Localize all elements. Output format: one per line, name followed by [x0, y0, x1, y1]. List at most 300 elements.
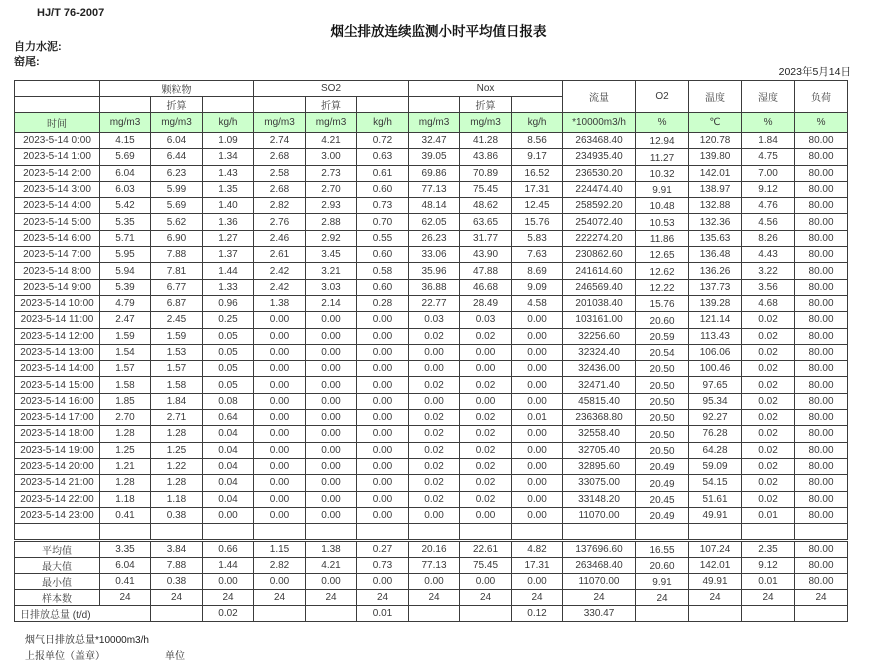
value-cell: 0.02 — [409, 475, 460, 491]
table-row — [15, 279, 848, 295]
value-cell: 0.02 — [460, 491, 512, 507]
value-cell: 32558.40 — [563, 426, 636, 442]
table-row — [15, 361, 848, 377]
value-cell: 63.65 — [460, 214, 512, 230]
value-cell: 103161.00 — [563, 312, 636, 328]
value-cell: 254072.40 — [563, 214, 636, 230]
monitoring-point: 窑尾: — [14, 56, 40, 68]
value-cell: 32.47 — [409, 133, 460, 149]
value-cell: 0.02 — [460, 475, 512, 491]
value-cell: 234935.40 — [563, 149, 636, 165]
time-cell: 2023-5-14 21:00 — [15, 475, 100, 491]
value-cell: 45815.40 — [563, 393, 636, 409]
value-cell: 0.03 — [460, 312, 512, 328]
value-cell: 2.68 — [254, 181, 306, 197]
value-cell: 0.61 — [357, 165, 409, 181]
value-cell: 0.08 — [203, 393, 254, 409]
value-cell: 1.57 — [100, 361, 151, 377]
report-title: 烟尘排放连续监测小时平均值日报表 — [330, 24, 547, 39]
value-cell: 0.05 — [203, 328, 254, 344]
value-cell: 1.40 — [203, 198, 254, 214]
value-cell: 1.85 — [100, 393, 151, 409]
value-cell: 39.05 — [409, 149, 460, 165]
value-cell: 139.80 — [689, 149, 742, 165]
daily-total-value-cell — [689, 606, 742, 622]
company-name: 自力水泥: — [14, 41, 62, 53]
flue-gas-total-note: 烟气日排放总量*10000m3/h — [25, 635, 149, 646]
header-o2: O2 — [636, 81, 689, 113]
value-cell: 0.05 — [203, 377, 254, 393]
value-cell: 241614.60 — [563, 263, 636, 279]
value-cell: 80.00 — [795, 377, 848, 393]
blank-cell — [357, 524, 409, 540]
value-cell: 0.00 — [254, 442, 306, 458]
unit-cell: % — [795, 113, 848, 133]
value-cell: 0.64 — [203, 410, 254, 426]
value-cell: 1.25 — [100, 442, 151, 458]
value-cell: 0.02 — [742, 491, 795, 507]
value-cell: 7.00 — [742, 165, 795, 181]
value-cell: 0.00 — [306, 393, 357, 409]
summary-value-cell: 0.66 — [203, 542, 254, 558]
value-cell: 4.76 — [742, 198, 795, 214]
unit-cell: mg/m3 — [100, 113, 151, 133]
value-cell: 0.00 — [254, 393, 306, 409]
value-cell: 4.21 — [306, 133, 357, 149]
summary-value-cell: 107.24 — [689, 542, 742, 558]
table-row — [15, 344, 848, 360]
value-cell: 12.94 — [636, 133, 689, 149]
value-cell: 5.71 — [100, 230, 151, 246]
value-cell: 80.00 — [795, 149, 848, 165]
summary-value-cell: 9.91 — [636, 574, 689, 590]
value-cell: 0.00 — [357, 426, 409, 442]
daily-total-value-cell: 330.47 — [563, 606, 636, 622]
summary-label: 最小值 — [15, 574, 100, 590]
table-row — [15, 263, 848, 279]
value-cell: 80.00 — [795, 247, 848, 263]
summary-value-cell: 20.60 — [636, 558, 689, 574]
value-cell: 7.81 — [151, 263, 203, 279]
value-cell: 0.03 — [409, 312, 460, 328]
value-cell: 77.13 — [409, 181, 460, 197]
value-cell: 0.25 — [203, 312, 254, 328]
time-cell: 2023-5-14 18:00 — [15, 426, 100, 442]
value-cell: 5.35 — [100, 214, 151, 230]
value-cell: 6.04 — [151, 133, 203, 149]
value-cell: 1.33 — [203, 279, 254, 295]
value-cell: 12.45 — [512, 198, 563, 214]
value-cell: 31.77 — [460, 230, 512, 246]
value-cell: 3.56 — [742, 279, 795, 295]
value-cell: 0.63 — [357, 149, 409, 165]
value-cell: 32256.60 — [563, 328, 636, 344]
value-cell: 10.32 — [636, 165, 689, 181]
value-cell: 0.02 — [742, 442, 795, 458]
value-cell: 8.26 — [742, 230, 795, 246]
value-cell: 0.02 — [460, 426, 512, 442]
blank-cell — [254, 524, 306, 540]
summary-value-cell: 4.82 — [512, 542, 563, 558]
value-cell: 80.00 — [795, 344, 848, 360]
table-row — [15, 230, 848, 246]
value-cell: 11070.00 — [563, 507, 636, 523]
table-row — [15, 198, 848, 214]
summary-label: 样本数 — [15, 590, 100, 606]
header-units-row — [15, 113, 848, 133]
blank-cell — [151, 524, 203, 540]
value-cell: 1.28 — [151, 475, 203, 491]
value-cell: 16.52 — [512, 165, 563, 181]
time-cell: 2023-5-14 13:00 — [15, 344, 100, 360]
header-blank-cell — [100, 97, 151, 113]
value-cell: 2.82 — [254, 198, 306, 214]
value-cell: 80.00 — [795, 312, 848, 328]
summary-value-cell: 0.00 — [203, 574, 254, 590]
summary-value-cell: 77.13 — [409, 558, 460, 574]
value-cell: 80.00 — [795, 393, 848, 409]
value-cell: 6.04 — [100, 165, 151, 181]
value-cell: 236368.80 — [563, 410, 636, 426]
value-cell: 20.50 — [636, 361, 689, 377]
daily-total-value-cell — [151, 606, 203, 622]
value-cell: 1.36 — [203, 214, 254, 230]
value-cell: 0.02 — [409, 491, 460, 507]
value-cell: 33.06 — [409, 247, 460, 263]
daily-total-value-cell — [742, 606, 795, 622]
value-cell: 11.86 — [636, 230, 689, 246]
value-cell: 6.44 — [151, 149, 203, 165]
value-cell: 0.38 — [151, 507, 203, 523]
value-cell: 0.00 — [254, 458, 306, 474]
unit-cell: mg/m3 — [306, 113, 357, 133]
summary-label: 平均值 — [15, 542, 100, 558]
daily-total-value-cell — [795, 606, 848, 622]
summary-value-cell: 17.31 — [512, 558, 563, 574]
value-cell: 0.02 — [409, 426, 460, 442]
value-cell: 5.39 — [100, 279, 151, 295]
value-cell: 0.02 — [742, 361, 795, 377]
summary-value-cell: 24 — [357, 590, 409, 606]
value-cell: 12.62 — [636, 263, 689, 279]
value-cell: 106.06 — [689, 344, 742, 360]
time-cell: 2023-5-14 4:00 — [15, 198, 100, 214]
value-cell: 2.42 — [254, 263, 306, 279]
value-cell: 4.68 — [742, 295, 795, 311]
value-cell: 0.00 — [254, 410, 306, 426]
header-blank-cell — [357, 97, 409, 113]
value-cell: 0.00 — [512, 442, 563, 458]
summary-row — [15, 558, 848, 574]
value-cell: 0.02 — [742, 377, 795, 393]
value-cell: 6.03 — [100, 181, 151, 197]
value-cell: 75.45 — [460, 181, 512, 197]
blank-cell — [563, 524, 636, 540]
value-cell: 263468.40 — [563, 133, 636, 149]
blank-cell — [15, 524, 100, 540]
blank-cell — [306, 524, 357, 540]
summary-value-cell: 0.00 — [460, 574, 512, 590]
table-row — [15, 165, 848, 181]
blank-cell — [742, 524, 795, 540]
time-cell: 2023-5-14 23:00 — [15, 507, 100, 523]
header-so2-converted: 折算 — [306, 97, 357, 113]
value-cell: 121.14 — [689, 312, 742, 328]
value-cell: 0.00 — [460, 507, 512, 523]
value-cell: 12.22 — [636, 279, 689, 295]
value-cell: 20.50 — [636, 426, 689, 442]
value-cell: 0.00 — [254, 361, 306, 377]
value-cell: 0.00 — [512, 393, 563, 409]
value-cell: 2.46 — [254, 230, 306, 246]
value-cell: 0.00 — [254, 344, 306, 360]
value-cell: 0.00 — [306, 312, 357, 328]
table-row — [15, 377, 848, 393]
value-cell: 20.49 — [636, 475, 689, 491]
value-cell: 0.02 — [409, 458, 460, 474]
value-cell: 2.14 — [306, 295, 357, 311]
daily-total-row — [15, 606, 848, 622]
summary-value-cell: 137696.60 — [563, 542, 636, 558]
value-cell: 2.68 — [254, 149, 306, 165]
value-cell: 1.57 — [151, 361, 203, 377]
value-cell: 5.62 — [151, 214, 203, 230]
value-cell: 0.04 — [203, 475, 254, 491]
value-cell: 1.59 — [100, 328, 151, 344]
value-cell: 2.88 — [306, 214, 357, 230]
value-cell: 2.71 — [151, 410, 203, 426]
value-cell: 139.28 — [689, 295, 742, 311]
table-row — [15, 295, 848, 311]
value-cell: 0.28 — [357, 295, 409, 311]
value-cell: 0.04 — [203, 426, 254, 442]
summary-row — [15, 542, 848, 558]
value-cell: 20.50 — [636, 393, 689, 409]
value-cell: 1.43 — [203, 165, 254, 181]
summary-value-cell: 80.00 — [795, 542, 848, 558]
blank-cell — [689, 524, 742, 540]
value-cell: 10.48 — [636, 198, 689, 214]
summary-value-cell: 24 — [689, 590, 742, 606]
value-cell: 113.43 — [689, 328, 742, 344]
time-cell: 2023-5-14 9:00 — [15, 279, 100, 295]
value-cell: 0.00 — [254, 507, 306, 523]
value-cell: 1.18 — [100, 491, 151, 507]
value-cell: 137.73 — [689, 279, 742, 295]
value-cell: 0.00 — [409, 361, 460, 377]
value-cell: 80.00 — [795, 181, 848, 197]
value-cell: 7.88 — [151, 247, 203, 263]
value-cell: 0.02 — [742, 410, 795, 426]
value-cell: 0.02 — [742, 312, 795, 328]
value-cell: 0.00 — [357, 475, 409, 491]
unit-cell: *10000m3/h — [563, 113, 636, 133]
value-cell: 0.02 — [409, 442, 460, 458]
summary-value-cell: 24 — [254, 590, 306, 606]
blank-cell — [203, 524, 254, 540]
value-cell: 5.94 — [100, 263, 151, 279]
value-cell: 1.28 — [100, 426, 151, 442]
value-cell: 28.49 — [460, 295, 512, 311]
value-cell: 5.69 — [100, 149, 151, 165]
table-row — [15, 312, 848, 328]
summary-value-cell: 3.84 — [151, 542, 203, 558]
value-cell: 0.60 — [357, 181, 409, 197]
value-cell: 0.02 — [460, 410, 512, 426]
value-cell: 2.42 — [254, 279, 306, 295]
value-cell: 0.00 — [357, 491, 409, 507]
summary-value-cell: 2.82 — [254, 558, 306, 574]
value-cell: 3.45 — [306, 247, 357, 263]
value-cell: 0.73 — [357, 198, 409, 214]
value-cell: 132.36 — [689, 214, 742, 230]
header-blank-cell — [15, 81, 100, 97]
summary-value-cell: 6.04 — [100, 558, 151, 574]
value-cell: 80.00 — [795, 491, 848, 507]
value-cell: 36.88 — [409, 279, 460, 295]
summary-value-cell: 22.61 — [460, 542, 512, 558]
value-cell: 0.00 — [254, 426, 306, 442]
value-cell: 0.00 — [306, 458, 357, 474]
value-cell: 9.12 — [742, 181, 795, 197]
value-cell: 0.00 — [357, 312, 409, 328]
value-cell: 0.00 — [512, 458, 563, 474]
value-cell: 0.02 — [742, 393, 795, 409]
value-cell: 80.00 — [795, 295, 848, 311]
value-cell: 0.00 — [357, 344, 409, 360]
value-cell: 47.88 — [460, 263, 512, 279]
daily-total-value-cell: 0.02 — [203, 606, 254, 622]
blank-cell — [636, 524, 689, 540]
summary-value-cell: 142.01 — [689, 558, 742, 574]
daily-total-value-cell — [409, 606, 460, 622]
summary-value-cell: 24 — [795, 590, 848, 606]
value-cell: 4.79 — [100, 295, 151, 311]
value-cell: 0.00 — [460, 393, 512, 409]
value-cell: 1.28 — [151, 426, 203, 442]
value-cell: 246569.40 — [563, 279, 636, 295]
summary-value-cell: 24 — [460, 590, 512, 606]
summary-value-cell: 11070.00 — [563, 574, 636, 590]
value-cell: 0.02 — [460, 442, 512, 458]
value-cell: 5.95 — [100, 247, 151, 263]
value-cell: 258592.20 — [563, 198, 636, 214]
value-cell: 0.00 — [357, 328, 409, 344]
table-row — [15, 393, 848, 409]
value-cell: 0.02 — [460, 458, 512, 474]
value-cell: 0.72 — [357, 133, 409, 149]
value-cell: 97.65 — [689, 377, 742, 393]
value-cell: 0.00 — [306, 361, 357, 377]
value-cell: 51.61 — [689, 491, 742, 507]
header-nox-group: Nox — [409, 81, 563, 97]
unit-cell: ℃ — [689, 113, 742, 133]
unit-cell: % — [636, 113, 689, 133]
value-cell: 64.28 — [689, 442, 742, 458]
table-row — [15, 149, 848, 165]
value-cell: 0.02 — [742, 328, 795, 344]
value-cell: 15.76 — [636, 295, 689, 311]
value-cell: 8.56 — [512, 133, 563, 149]
value-cell: 48.62 — [460, 198, 512, 214]
value-cell: 201038.40 — [563, 295, 636, 311]
summary-label: 最大值 — [15, 558, 100, 574]
value-cell: 136.26 — [689, 263, 742, 279]
value-cell: 1.37 — [203, 247, 254, 263]
header-flow: 流量 — [563, 81, 636, 113]
header-nox-converted: 折算 — [460, 97, 512, 113]
value-cell: 2.74 — [254, 133, 306, 149]
value-cell: 80.00 — [795, 475, 848, 491]
value-cell: 0.00 — [357, 507, 409, 523]
value-cell: 80.00 — [795, 410, 848, 426]
value-cell: 0.00 — [409, 507, 460, 523]
value-cell: 0.00 — [357, 377, 409, 393]
time-cell: 2023-5-14 12:00 — [15, 328, 100, 344]
summary-value-cell: 24 — [151, 590, 203, 606]
value-cell: 136.48 — [689, 247, 742, 263]
summary-value-cell: 3.35 — [100, 542, 151, 558]
value-cell: 0.02 — [742, 344, 795, 360]
summary-value-cell: 0.00 — [357, 574, 409, 590]
value-cell: 0.00 — [512, 475, 563, 491]
value-cell: 1.53 — [151, 344, 203, 360]
value-cell: 4.43 — [742, 247, 795, 263]
value-cell: 230862.60 — [563, 247, 636, 263]
value-cell: 0.00 — [306, 344, 357, 360]
value-cell: 1.28 — [100, 475, 151, 491]
value-cell: 0.00 — [512, 377, 563, 393]
report-date: 2023年5月14日 — [778, 66, 851, 78]
value-cell: 6.77 — [151, 279, 203, 295]
daily-total-value-cell: 0.12 — [512, 606, 563, 622]
header-blank-cell — [409, 97, 460, 113]
value-cell: 2.73 — [306, 165, 357, 181]
summary-value-cell: 0.00 — [254, 574, 306, 590]
time-cell: 2023-5-14 20:00 — [15, 458, 100, 474]
value-cell: 54.15 — [689, 475, 742, 491]
summary-value-cell: 0.00 — [512, 574, 563, 590]
header-blank-cell — [254, 97, 306, 113]
unit-cell: mg/m3 — [409, 113, 460, 133]
unit-label: 单位 — [165, 651, 185, 662]
value-cell: 2.92 — [306, 230, 357, 246]
value-cell: 41.28 — [460, 133, 512, 149]
value-cell: 0.00 — [306, 426, 357, 442]
value-cell: 70.89 — [460, 165, 512, 181]
value-cell: 12.65 — [636, 247, 689, 263]
summary-table — [14, 541, 848, 622]
summary-value-cell: 24 — [409, 590, 460, 606]
table-row — [15, 507, 848, 523]
summary-value-cell: 16.55 — [636, 542, 689, 558]
value-cell: 8.69 — [512, 263, 563, 279]
value-cell: 1.35 — [203, 181, 254, 197]
summary-value-cell: 24 — [100, 590, 151, 606]
value-cell: 9.17 — [512, 149, 563, 165]
value-cell: 20.60 — [636, 312, 689, 328]
value-cell: 2.61 — [254, 247, 306, 263]
value-cell: 9.91 — [636, 181, 689, 197]
value-cell: 0.02 — [460, 328, 512, 344]
value-cell: 0.00 — [512, 361, 563, 377]
value-cell: 22.77 — [409, 295, 460, 311]
time-cell: 2023-5-14 15:00 — [15, 377, 100, 393]
value-cell: 0.00 — [306, 328, 357, 344]
value-cell: 32436.00 — [563, 361, 636, 377]
value-cell: 1.34 — [203, 149, 254, 165]
header-pm-converted: 折算 — [151, 97, 203, 113]
